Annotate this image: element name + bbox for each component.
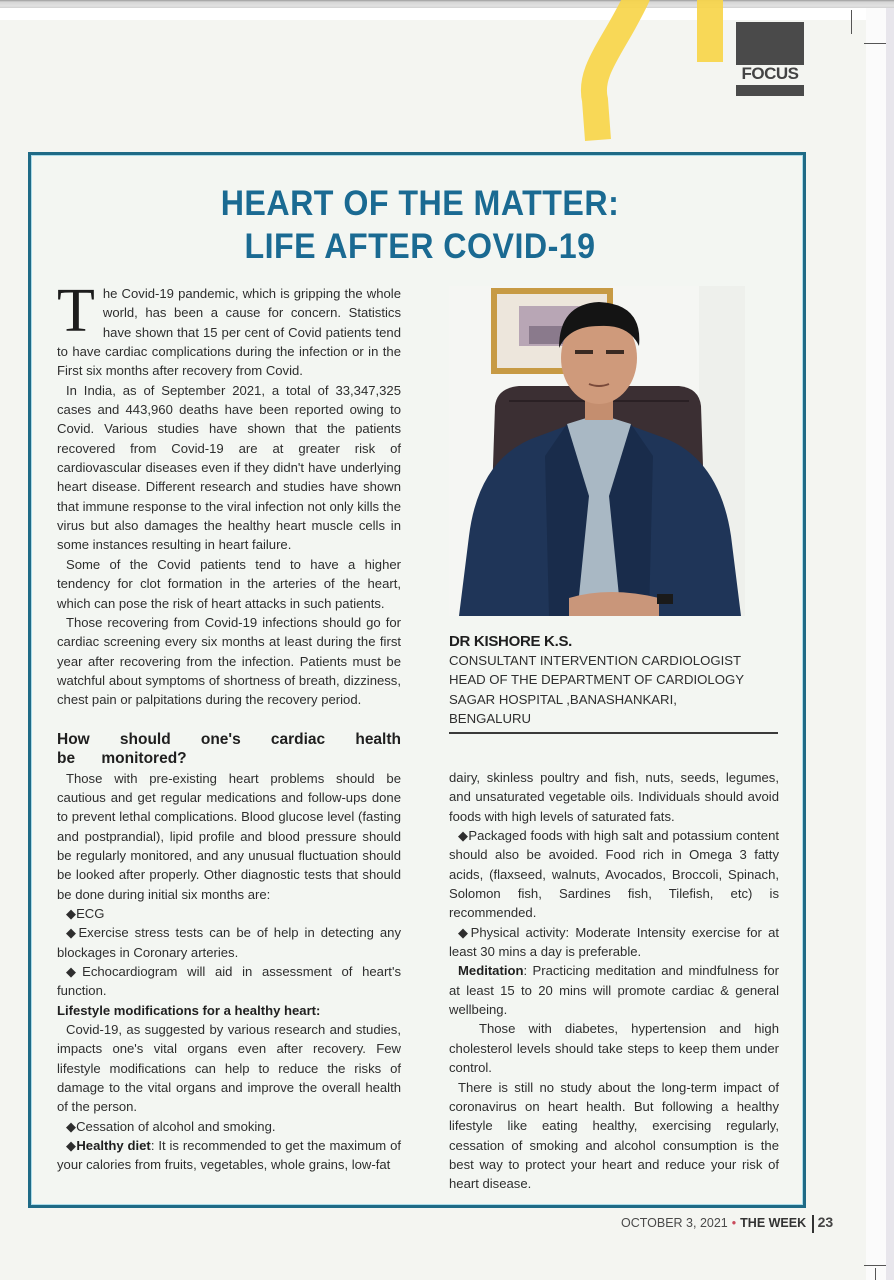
- body-paragraph: In India, as of September 2021, a total of 33,347,325 cases and 443,960 deaths have been reported owing to Covid. Various studies have shown that the patients recovered from Covid-19 are at greater risk of cardiovascular diseases even if they didn't have underlying heart disease. Different research and studies have shown that immune response to the viral infection not only kills the virus but also damages the healthy heart muscle cells in some instances resulting in heart failure.: [57, 382, 401, 553]
- bullet-item: ◆Physical activity: Moderate Intensity exercise for at least 30 mins a day is preferable.: [449, 924, 779, 960]
- diamond-bullet-icon: ◆: [66, 905, 77, 921]
- author-title-line: BENGALURU: [449, 710, 532, 726]
- publication-name: THE WEEK: [740, 1216, 807, 1230]
- page-right-margin: [866, 8, 886, 1280]
- issue-date: OCTOBER 3, 2021: [621, 1216, 728, 1230]
- caption-divider: [449, 732, 778, 734]
- footer-divider: [812, 1215, 814, 1233]
- left-column: [57, 277, 402, 1175]
- highlighter-mark: [570, 0, 740, 150]
- section-logo: [736, 22, 804, 96]
- crop-mark: [851, 10, 852, 34]
- section-label: FOCUS: [741, 64, 799, 83]
- author-caption: [449, 632, 779, 728]
- body-paragraph: Those recovering from Covid-19 infections should go for cardiac screening every six months at least during the first year after recovering from the infection. Patients must be watchful about symptoms of shortness of breath, dizziness, chest pain or palpitations during the recovery period.: [57, 614, 401, 708]
- author-title-line: HEAD OF THE DEPARTMENT OF CARDIOLOGY: [449, 672, 745, 688]
- section-logo-block: [736, 22, 804, 65]
- page-top-margin: [0, 8, 894, 20]
- subheading-monitoring: How should one's cardiac health be monitored?: [57, 730, 401, 767]
- viewer-right-edge: [886, 8, 894, 1280]
- diamond-bullet-icon: ◆: [458, 828, 469, 844]
- closing-paragraph: There is still no study about the long-term impact of coronavirus on heart health. But following a healthy lifestyle like eating healthy, exercising regularly, cessation of smoking and alcohol consumption is the best way to protect your heart and reduce your risk of heart disease.: [449, 1079, 779, 1192]
- portrait-image: [449, 286, 745, 616]
- author-title-line: CONSULTANT INTERVENTION CARDIOLOGIST: [449, 653, 742, 669]
- meditation-label: Meditation: [458, 963, 524, 979]
- diamond-bullet-icon: ◆: [66, 964, 83, 979]
- bullet-item: ◆Packaged foods with high salt and potassium content should also be avoided. Food rich in Omega 3 fatty acids, (flaxseed, walnuts, Avocados, Broccoli, Spinach, Solomon fish, Sardines fish, Tilefish, etc) is recommended.: [449, 828, 779, 921]
- crop-mark: [864, 43, 886, 44]
- article-title: [61, 182, 779, 268]
- section-logo-bar: [736, 85, 804, 96]
- author-photo: [449, 286, 745, 616]
- body-paragraph: Some of the Covid patients tend to have a higher tendency for clot formation in the arteries of the heart, which can pose the risk of heart attacks in such patients.: [57, 556, 401, 611]
- bullet-item: ◆Cessation of alcohol and smoking.: [66, 1118, 276, 1134]
- diamond-bullet-icon: ◆: [66, 925, 79, 941]
- body-paragraph: Those with pre-existing heart problems should be cautious and get regular medications and follow-ups done to prevent lethal complications. Blood glucose level (fasting and postprandial), lipid profile and blood pressure should be regularly monitored, and any unusual fluctuation should be looked after properly. Other diagnostic tests that should be done during initial six months are:: [57, 770, 401, 902]
- diamond-bullet-icon: ◆: [66, 1138, 77, 1154]
- body-paragraph: Covid-19, as suggested by various research and studies, impacts one's vital organs even after recovery. Few lifestyle modifications can help to reduce the risks of damage to the vital organs and improve the overall health of the person.: [57, 1022, 401, 1115]
- healthy-diet-text: : It is recommended to get the maximum of your calories from fruits, vegetables, whole grains, low-fat: [57, 1138, 402, 1173]
- page-number: 23: [817, 1214, 834, 1230]
- footer-bullet: •: [731, 1216, 737, 1230]
- drop-cap: T: [57, 277, 95, 345]
- diamond-bullet-icon: ◆: [458, 924, 471, 940]
- viewer-top-edge: [0, 0, 894, 8]
- title-line-1: HEART OF THE MATTER:: [220, 184, 620, 223]
- subheading-lifestyle: Lifestyle modifications for a healthy heart:: [57, 1002, 321, 1018]
- body-paragraph: Those with diabetes, hypertension and high cholesterol levels should take steps to keep them under control.: [449, 1021, 779, 1076]
- healthy-diet-label: Healthy diet: [76, 1138, 151, 1154]
- diamond-bullet-icon: ◆: [66, 1118, 77, 1134]
- bullet-item: ◆Echocardiogram will aid in assessment of heart's function.: [57, 964, 401, 999]
- bullet-item: ◆Exercise stress tests can be of help in detecting any blockages in Coronary arteries.: [57, 925, 401, 960]
- meditation-paragraph: Meditation: Practicing meditation and mindfulness for at least 15 to 20 mins will promote cardiac & general wellbeing.: [449, 963, 779, 1018]
- intro-paragraph: The Covid-19 pandemic, which is gripping the whole world, has been a cause for concern. Statistics have shown that 15 per cent of Covid patients tend to have cardiac complications during the infection or in the First six months after recovery from Covid.: [57, 277, 401, 379]
- healthy-diet-continued: dairy, skinless poultry and fish, nuts, seeds, legumes, and unsaturated vegetable oils. Individuals should avoid foods with high levels of saturated fats.: [449, 770, 779, 824]
- bullet-item-healthy-diet: [57, 1136, 401, 1175]
- crop-mark: [864, 1265, 886, 1266]
- right-column: [449, 768, 779, 1194]
- crop-mark: [875, 1268, 876, 1280]
- author-name: DR KISHORE K.S.: [449, 633, 573, 650]
- page-footer: [621, 1214, 833, 1233]
- title-line-2: LIFE AFTER COVID-19: [244, 227, 596, 266]
- author-title-line: SAGAR HOSPITAL ,BANASHANKARI,: [449, 691, 677, 707]
- bullet-item: ◆ECG: [66, 905, 105, 921]
